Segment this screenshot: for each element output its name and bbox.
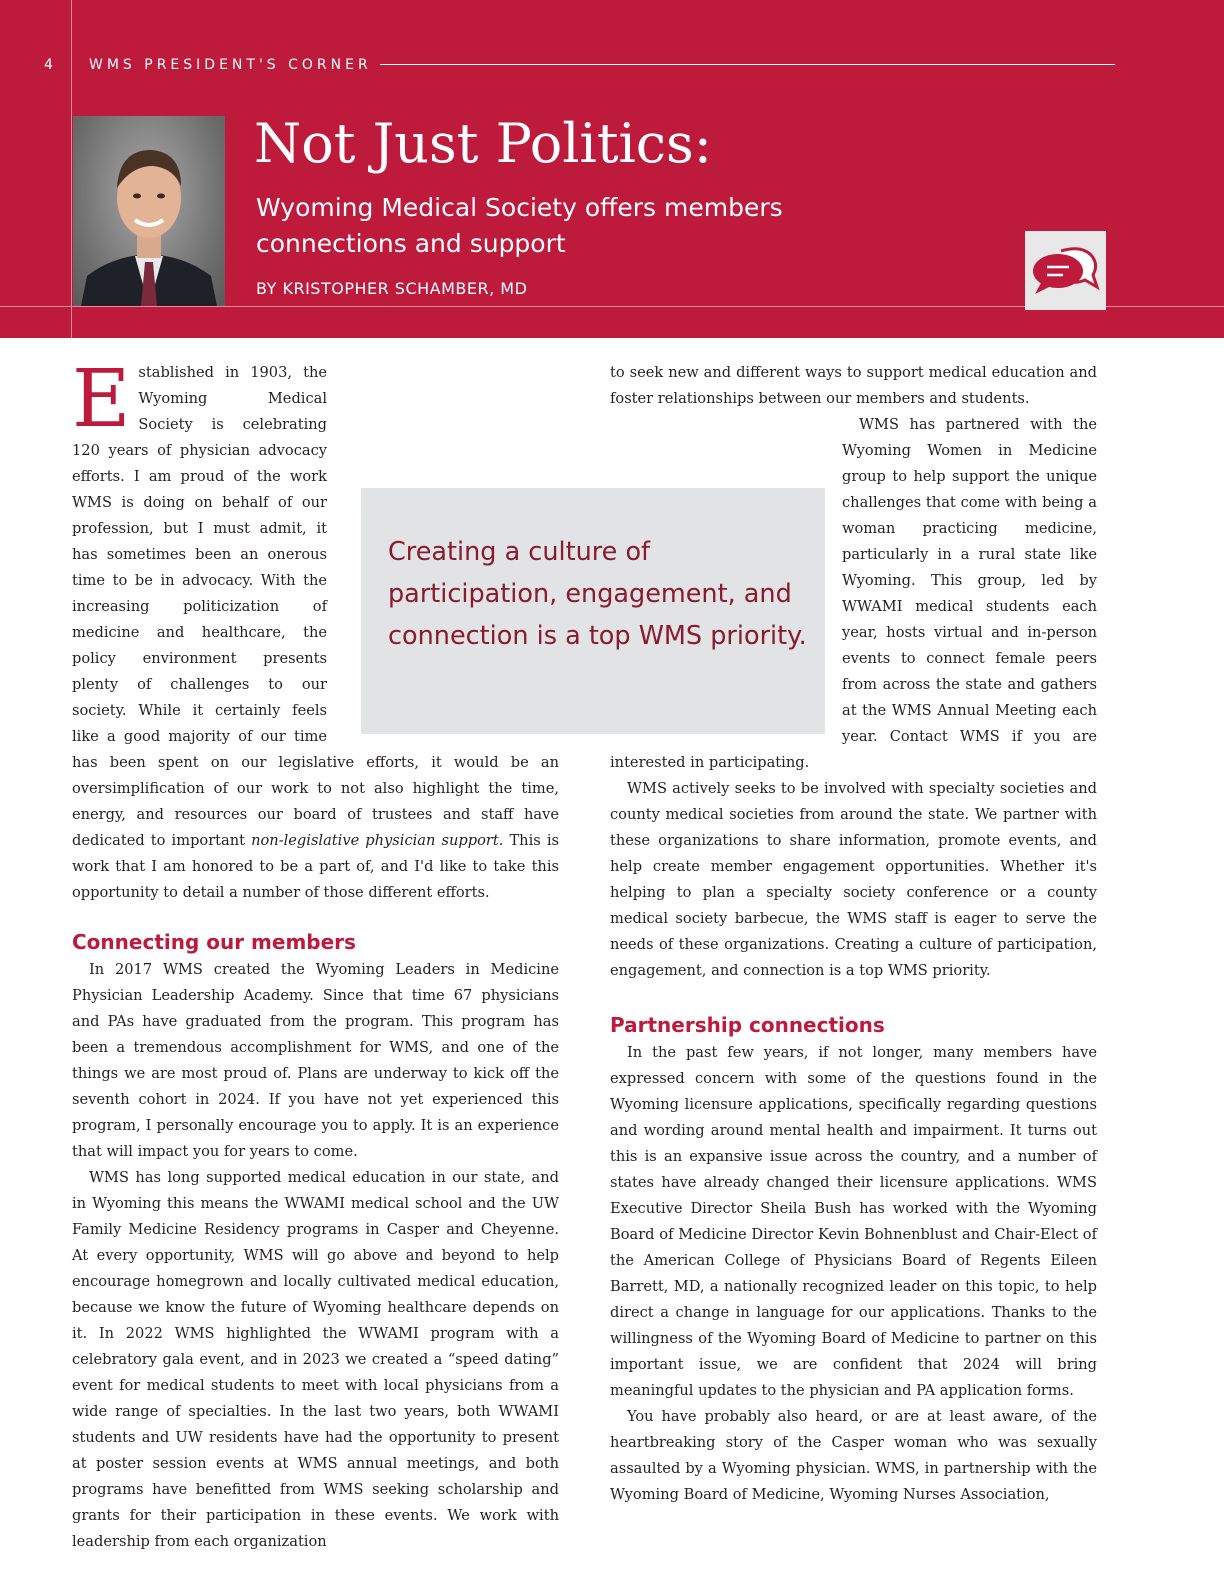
pull-quote-box [361,488,825,734]
paragraph: WMS actively seeks to be involved with specialty societies and county medical societies from around the state. We partner with these organizations to share information, promote events, and help create member engagement opportunities. Whether it's helping to plan a specialty society conference or a county medical society barbecue, the WMS staff is eager to serve the needs of these organizations. Creating a culture of participation, engagement, and connection is a top WMS priority. [610,780,1097,979]
intro-text-end: . This is work that I am honored to be a part of, and I'd like to take this opportunity to detail a number of those different efforts. [72,832,559,901]
heading-connecting-our-members: Connecting our members [72,930,356,954]
paragraph: In the past few years, if not longer, many members have expressed concern with some of the questions found in the Wyoming licensure applications, specifically regarding questions and wording around mental health and impairment. It turns out this is an expansive issue across the country, and a number of states have already changed their licensure applications. WMS Executive Director Sheila Bush has worked with the Wyoming Board of Medicine Director Kevin Bohnenblust and Chair-Elect of the American College of Physicians Board of Regents Eileen Barrett, MD, a nationally recognized leader on this topic, to help direct a change in language for our applications. Thanks to the willingness of the Wyoming Board of Medicine to partner on this important issue, we are confident that 2024 will bring meaningful updates to the physician and PA application forms. [610,1044,1097,1399]
page-number: 4 [44,57,53,73]
author-photo [73,116,225,306]
drop-cap: E [72,352,131,445]
paragraph: to seek new and different ways to support medical education and foster relationships between our members and students. [610,364,1097,407]
paragraph: WMS has partnered with the Wyoming Women in Medicine group to help support the unique challenges that come with being a woman practicing medicine, particularly in a rural state like Wyoming. This group, led by WWAMI medical students each year, hosts virtual and in-person events to connect female peers from across the state and gathers at the WMS Annual Meeting each year. Contact WMS if you are interested in participating. [610,416,1097,771]
article-byline: BY KRISTOPHER SCHAMBER, MD [256,279,528,298]
author-portrait-icon [73,116,225,306]
chat-bubbles-icon [1025,231,1106,310]
paragraph: WMS has long supported medical education in our state, and in Wyoming this means the WWAMI medical school and the UW Family Medicine Residency programs in Casper and Cheyenne. At every opportunity, WMS will go above and beyond to help encourage homegrown and locally cultivated medical education, because we know the future of Wyoming healthcare depends on it. In 2022 WMS highlighted the WWAMI program with a celebratory gala event, and in 2023 we created a “speed dating” event for medical students to meet with local physicians from a wide range of specialties. In the last two years, both WWAMI students and UW residents have had the opportunity to present at poster session events at WMS annual meetings, and both programs have benefitted from WMS seeking scholarship and grants for their participation in these events. We work with leadership from each organization [72,1169,559,1550]
header-horizontal-rule [380,64,1115,65]
pull-quote-text: Creating a culture of participation, engagement, and connection is a top WMS priority. [388,537,807,651]
paragraph: You have probably also heard, or are at least aware, of the heartbreaking story of the Casper woman who was sexually assaulted by a Wyoming physician. WMS, in partnership with the Wyoming Board of Medicine, Wyoming Nurses Association, [610,1408,1097,1503]
header-vertical-rule [71,0,72,338]
heading-partnership-connections: Partnership connections [610,1013,885,1037]
section-label: WMS PRESIDENT'S CORNER [89,57,372,73]
paragraph: In 2017 WMS created the Wyoming Leaders in Medicine Physician Leadership Academy. Since that time 67 physicians and PAs have graduated from the program. This program has been a tremendous accomplishment for WMS, and one of the things we are most proud of. Plans are underway to kick off the seventh cohort in 2024. If you have not yet experienced this program, I personally encourage you to apply. It is an experience that will impact you for years to come. [72,961,559,1160]
intro-text: stablished in 1903, the Wyoming Medical Society is celebrating 120 years of physician advocacy efforts. I am proud of the work WMS is doing on behalf of our profession, but I must admit, it has sometimes been an onerous time to be in advocacy. With the increasing politicization of medicine and healthcare, the policy environment presents plenty of challenges to our society. While it certainly feels like a good majority of our time has been spent on our legislative efforts, it would be an oversimplification of our work to not also highlight the time, energy, and resources our board of trustees and staff have dedicated to important [72,364,559,849]
intro-emphasis: non-legislative physician support [251,832,499,849]
article-title: Not Just Politics: [254,112,712,175]
article-subtitle: Wyoming Medical Society offers members connections and support [256,193,783,258]
